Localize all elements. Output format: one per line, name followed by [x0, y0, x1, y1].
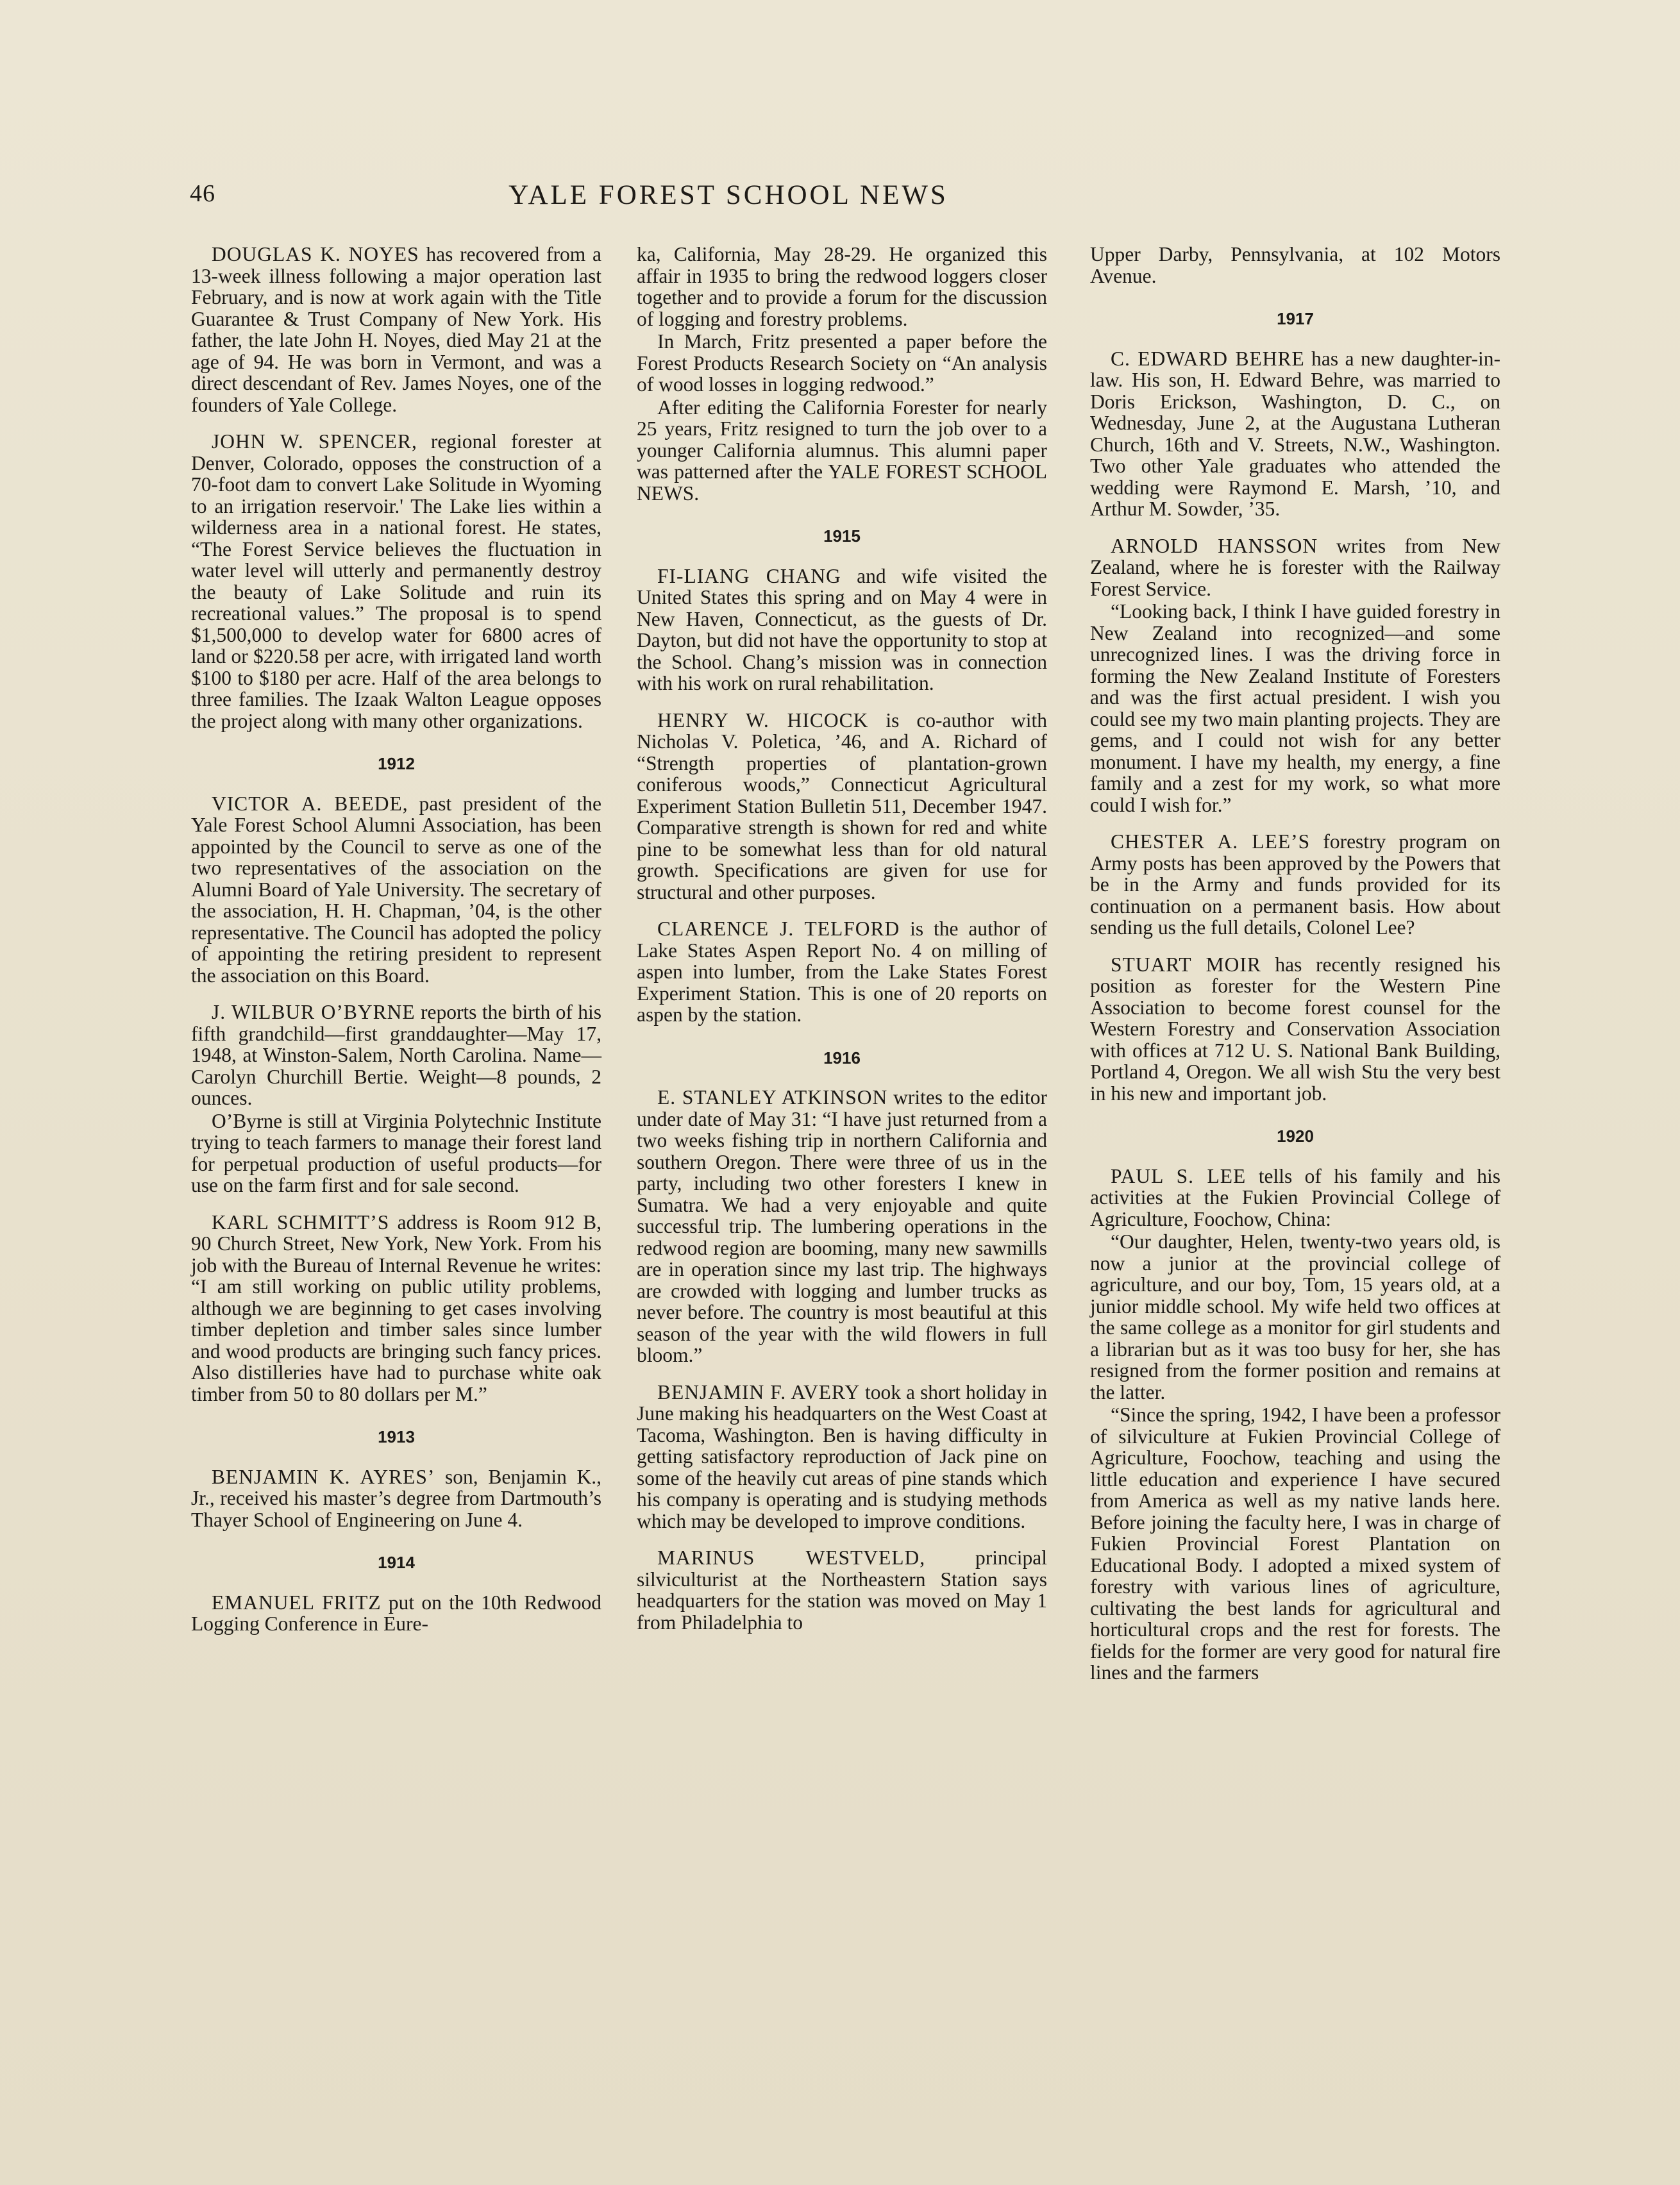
- note-text: After editing the California Forester for nearly 25 years, Fritz resigned to turn the job over to a younger California alumnus. This alumni paper was patterned after the YALE FOREST SCHOOL NEWS.: [637, 396, 1047, 505]
- alumni-note: [637, 1547, 1047, 1633]
- alumni-note: [1090, 1166, 1500, 1230]
- alumnus-name: C. EDWARD BEHRE: [1111, 347, 1305, 370]
- alumni-note-continued: [1090, 601, 1500, 816]
- note-text: “Our daughter, Helen, twenty-two years old, is now a junior at the provincial college of agriculture, and our boy, Tom, 15 years old, at a junior middle school. My wife held two offices at the same college as a monitor for girl students and a librarian but as it was too busy for her, she has resigned from the former position and remains at the latter.: [1090, 1230, 1500, 1403]
- note-text: son, Benjamin K., Jr., received his master’s degree from Dartmouth’s Thayer School of Engineering on June 4.: [191, 1465, 601, 1531]
- note-text: tells of his family and his activities at the Fukien Provincial College of Agriculture, Foochow, China:: [1090, 1164, 1500, 1230]
- alumnus-name: DOUGLAS K. NOYES: [212, 243, 419, 265]
- note-text: took a short holiday in June making his headquarters on the West Coast at Tacoma, Washington. Ben is having difficulty in getting satisfactory reproduction of Jack pine on some of the heavily cut areas of pine stands which his company is operating and is studying methods which may be developed to improve conditions.: [637, 1380, 1047, 1532]
- alumnus-name: EMANUEL FRITZ: [212, 1591, 382, 1614]
- column-right: [1090, 244, 1500, 1699]
- note-text: ka, California, May 28-29. He organized this affair in 1935 to bring the redwood loggers closer together and to provide a forum for the discussion of logging and forestry problems.: [637, 243, 1047, 330]
- alumni-note: [637, 1087, 1047, 1366]
- alumni-note-continued: [1090, 1404, 1500, 1684]
- note-text: , principal silviculturist at the Northeastern Station says headquarters for the station was moved on May 1 from Philadelphia to: [637, 1546, 1047, 1634]
- alumnus-name: MARINUS WESTVELD: [657, 1546, 920, 1569]
- note-text: has a new daughter-in-law. His son, H. Edward Behre, was married to Doris Erickson, Washington, D. C., on Wednesday, June 2, at the Augustana Lutheran Church, 16th and V. Streets, N.W., Washington. Two other Yale graduates who attended the wedding were Raymond E. Marsh, ’10, and Arthur M. Sowder, ’35.: [1090, 347, 1500, 520]
- alumni-note-continued: [191, 1110, 601, 1196]
- note-text: reports the birth of his fifth grandchild—first granddaughter—May 17, 1948, at Winston-Salem, North Carolina. Name—Carolyn Churchill Bertie. Weight—8 pounds, 2 ounces.: [191, 1001, 601, 1109]
- class-year-heading: 1913: [378, 1427, 415, 1446]
- column-middle: [637, 244, 1047, 1648]
- note-text: and wife visited the United States this spring and on May 4 were in New Haven, Connecticut, as the guests of Dr. Dayton, but did not have the opportunity to stop at the School. Chang’s mission was in connection with his work on rural rehabilitation.: [637, 564, 1047, 694]
- alumni-note-continued: [637, 244, 1047, 330]
- class-year-heading: 1920: [1277, 1126, 1314, 1146]
- alumni-note: [637, 710, 1047, 903]
- note-text: writes to the editor under date of May 31: “I have just returned from a two weeks fishing trip in northern California and southern Oregon. There were three of us in the party, including two other foresters I knew in Sumatra. We had a very enjoyable and quite successful trip. The lumbering operations in the redwood region are booming, many new sawmills are in operation since my last trip. The highways are crowded with logging and lumber trucks as never before. The country is most beautiful at this season of the year with the wild flowers in full bloom.”: [637, 1086, 1047, 1366]
- alumnus-name: VICTOR A. BEEDE: [212, 792, 403, 815]
- note-text: Upper Darby, Pennsylvania, at 102 Motors Avenue.: [1090, 243, 1500, 287]
- note-text: put on the 10th Redwood Logging Conference in Eure-: [191, 1591, 602, 1635]
- alumni-note: [191, 1592, 601, 1635]
- alumnus-name: BENJAMIN K. AYRES’: [212, 1465, 435, 1488]
- alumnus-name: STUART MOIR: [1111, 953, 1261, 976]
- alumnus-name: JOHN W. SPENCER: [212, 430, 412, 453]
- alumni-note: [637, 565, 1047, 694]
- column-left: [191, 244, 601, 1650]
- note-text: is the author of Lake States Aspen Report No. 4 on milling of aspen into lumber, from the Lake States Forest Experiment Station. This is one of 20 reports on aspen by the station.: [637, 917, 1047, 1026]
- alumni-note: [191, 431, 601, 732]
- note-text: O’Byrne is still at Virginia Polytechnic Institute trying to teach farmers to manage their forest land for perpetual production of useful products—for use on the farm first and for sale second.: [191, 1109, 601, 1196]
- alumni-note: [191, 1466, 601, 1531]
- alumni-note: [1090, 348, 1500, 520]
- alumni-note: [191, 1001, 601, 1109]
- alumnus-name: E. STANLEY ATKINSON: [657, 1086, 888, 1109]
- class-year-heading: 1915: [823, 526, 861, 546]
- journal-title: YALE FOREST SCHOOL NEWS: [508, 180, 948, 210]
- running-head: [190, 180, 1075, 218]
- alumni-note-continued: [637, 331, 1047, 396]
- class-year-heading: 1917: [1277, 309, 1314, 328]
- note-text: address is Room 912 B, 90 Church Street, New York, New York. From his job with the Bureau of Internal Revenue he writes: “I am still working on public utility problems, although we are beginning to get cases involving timber depletion and timber sales since lumber and wood products are bringing such fancy prices. Also distilleries have had to purchase white oak timber from 50 to 80 dollars per M.”: [191, 1210, 601, 1405]
- class-year-heading: 1916: [823, 1048, 861, 1067]
- alumni-note: [637, 918, 1047, 1026]
- note-text: is co-author with Nicholas V. Poletica, ’46, and A. Richard of “Strength properties of plantation-grown coniferous woods,” Connecticut Agricultural Experiment Station Bulletin 511, December 1947. Comparative strength is shown for red and white pine to be somewhat less than for old natural growth. Specifications are given for use for structural and other purposes.: [637, 708, 1047, 903]
- alumni-note: [1090, 954, 1500, 1105]
- alumni-note: [1090, 535, 1500, 600]
- alumnus-name: CHESTER A. LEE’S: [1111, 830, 1311, 853]
- alumni-note-continued: [1090, 1231, 1500, 1403]
- alumnus-name: FI-LIANG CHANG: [657, 564, 841, 587]
- alumni-note: [1090, 831, 1500, 939]
- alumnus-name: CLARENCE J. TELFORD: [657, 917, 900, 940]
- alumnus-name: J. WILBUR O’BYRNE: [212, 1001, 416, 1023]
- alumnus-name: ARNOLD HANSSON: [1111, 534, 1318, 557]
- alumni-note: [191, 793, 601, 987]
- note-text: In March, Fritz presented a paper before the Forest Products Research Society on “An analysis of wood losses in logging redwood.”: [637, 330, 1047, 396]
- page-number: 46: [190, 180, 215, 207]
- alumnus-name: BENJAMIN F. AVERY: [657, 1380, 861, 1403]
- class-year-heading: 1914: [378, 1553, 415, 1572]
- alumni-note: [191, 1212, 601, 1405]
- note-text: “Since the spring, 1942, I have been a professor of silviculture at Fukien Provincial College of Agriculture, Foochow, teaching and using the little education and experience I have secured from America as well as my native lands here. Before joining the faculty here, I was in charge of Fukien Provincial Forest Plantation on Educational Body. I adopted a mixed system of forestry with various lines of agriculture, cultivating the best lands for agricultural and horticultural crops and the rest for forests. The fields for the former are very good for natural fire lines and the farmers: [1090, 1403, 1500, 1684]
- alumni-note-continued: [1090, 244, 1500, 287]
- note-text: has recovered from a 13-week illness following a major operation last February, and is now at work again with the Title Guarantee & Trust Company of New York. His father, the late John H. Noyes, died May 21 at the age of 94. He was born in Vermont, and was a direct descendant of Rev. James Noyes, one of the founders of Yale College.: [191, 243, 601, 416]
- note-text: , regional forester at Denver, Colorado, opposes the construction of a 70-foot dam to convert Lake Solitude in Wyoming to an irrigation reservoir.' The Lake lies within a wilderness area in a national forest. He states, “The Forest Service believes the fluctuation in water level will utterly and permanently destroy the beauty of Lake Solitude and ruin its recreational values.” The proposal is to spend $1,500,000 to develop water for 6800 acres of land or $220.58 per acre, with irrigated land worth $100 to $180 per acre. Half of the area belongs to three families. The Izaak Walton League opposes the project along with many other organizations.: [191, 430, 601, 732]
- alumnus-name: HENRY W. HICOCK: [657, 708, 869, 732]
- note-text: writes from New Zealand, where he is forester with the Railway Forest Service.: [1090, 534, 1500, 600]
- note-text: has recently resigned his position as forester for the Western Pine Association to become forest counsel for the Western Forestry and Conservation Association with offices at 712 U. S. National Bank Building, Portland 4, Oregon. We all wish Stu the very best in his new and important job.: [1090, 953, 1500, 1105]
- note-text: “Looking back, I think I have guided forestry in New Zealand into recognized—and some unrecognized lines. I was the driving force in forming the New Zealand Institute of Foresters and was the first actual president. I wish you could see my two main planting projects. They are gems, and I could not wish for any better monument. I have my health, my energy, a fine family and a zest for my work, so what more could I wish for.”: [1090, 600, 1500, 816]
- alumni-note: [637, 1382, 1047, 1532]
- alumni-note-continued: [637, 397, 1047, 505]
- note-text: , past president of the Yale Forest School Alumni Association, has been appointed by the Council to serve as one of the two representatives of the association on the Alumni Board of Yale University. The secretary of the association, H. H. Chapman, ’04, is the other representative. The Council has adopted the policy of appointing the retiring president to represent the association on this Board.: [191, 792, 601, 987]
- note-text: forestry program on Army posts has been approved by the Powers that be in the Army and funds provided for its continuation on a permanent basis. How about sending us the full details, Colonel Lee?: [1090, 830, 1500, 939]
- alumnus-name: PAUL S. LEE: [1111, 1164, 1247, 1187]
- alumni-note: [191, 244, 601, 415]
- class-year-heading: 1912: [378, 754, 415, 773]
- alumnus-name: KARL SCHMITT’S: [212, 1210, 390, 1234]
